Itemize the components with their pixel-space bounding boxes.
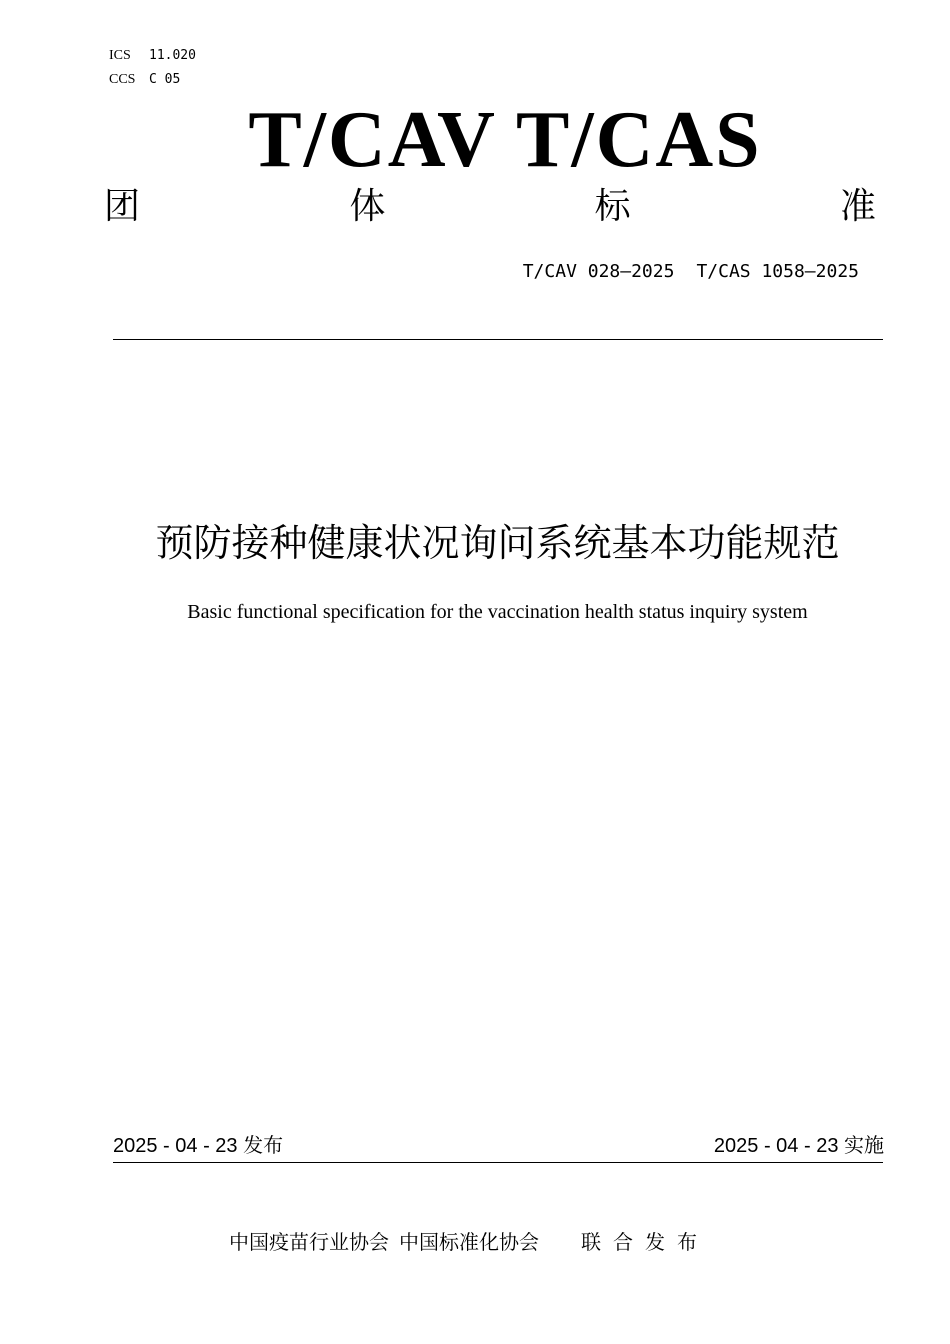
ccs-value: C 05 (149, 72, 181, 87)
standard-brand-codes: T/CAV T/CAS (248, 96, 762, 184)
publisher-org-vaccine: 中国疫苗行业协会 (229, 1230, 389, 1254)
issue-date: 2025 - 04 - 23 发布 (113, 1135, 284, 1157)
group-standard-char: 准 (839, 186, 876, 227)
ccs-label: CCS (109, 72, 136, 87)
ics-value: 11.020 (149, 48, 196, 63)
footer-divider (113, 1162, 883, 1163)
group-standard-heading (104, 184, 876, 230)
document-title-english: Basic functional specification for the vaccination health status inquiry system (187, 601, 808, 623)
standard-numbers (523, 261, 859, 283)
group-standard-char: 体 (349, 186, 386, 227)
publisher-line (229, 1228, 709, 1256)
ics-classification (109, 47, 196, 64)
ccs-classification (109, 71, 180, 88)
publisher-org-standardization: 中国标准化协会 (399, 1230, 539, 1254)
implementation-date: 2025 - 04 - 23 实施 (713, 1135, 884, 1157)
ics-label: ICS (109, 48, 131, 63)
standard-number-cav: T/CAV 028—2025 (522, 261, 675, 282)
standard-number-cas: T/CAS 1058—2025 (696, 261, 859, 282)
document-title-chinese: 预防接种健康状况询问系统基本功能规范 (155, 521, 840, 565)
header-divider (113, 339, 883, 340)
group-standard-char: 团 (104, 186, 141, 227)
joint-release-label: 联合发布 (581, 1230, 709, 1254)
group-standard-char: 标 (594, 186, 631, 227)
